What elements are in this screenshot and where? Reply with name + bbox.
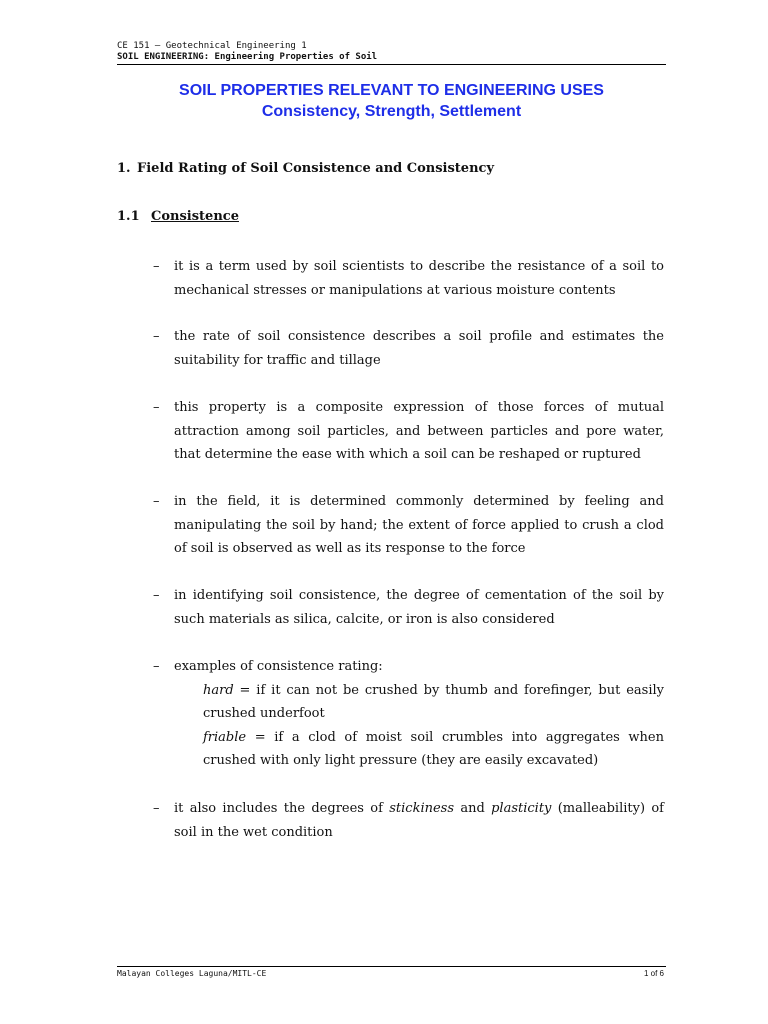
main-title: SOIL PROPERTIES RELEVANT TO ENGINEERING USES <box>179 82 604 99</box>
bullet-dash: – <box>153 801 160 816</box>
example-term: hard <box>203 682 234 698</box>
example-definition: = if it can not be crushed by thumb and forefinger, but easily crushed underfoot <box>203 682 664 721</box>
text-run: (malleability) of soil in the wet condition <box>174 801 664 840</box>
example-friable <box>203 726 664 773</box>
bullet-dash: – <box>153 259 160 274</box>
bullet-dash: – <box>153 588 160 603</box>
subsection-heading <box>117 209 239 224</box>
example-hard <box>203 679 664 726</box>
topic-header: SOIL ENGINEERING: Engineering Properties of Soil <box>117 52 378 62</box>
list-item <box>153 255 664 302</box>
list-item-text: this property is a composite expression of those forces of mutual attraction among soil particles, and between particles and pore water, that determine the ease with which a soil can be reshaped or ruptured <box>174 400 664 462</box>
bullet-dash: – <box>153 659 160 674</box>
section-heading <box>117 161 494 176</box>
page-number: 1 of 6 <box>643 969 664 978</box>
example-term: friable <box>203 729 247 745</box>
term-plasticity: plasticity <box>491 801 552 816</box>
list-item-text: in identifying soil consistence, the degree of cementation of the soil by such materials as silica, calcite, or iron is also considered <box>174 588 664 627</box>
page-footer <box>117 966 666 979</box>
subsection-label: Consistence <box>151 209 239 224</box>
bullet-dash: – <box>153 329 160 344</box>
term-stickiness: stickiness <box>389 801 455 816</box>
list-item-text: in the field, it is determined commonly determined by feeling and manipulating the soil by hand; the extent of force applied to crush a clod of soil is observed as well as its response to the force <box>174 494 664 556</box>
document-title <box>117 80 666 122</box>
examples-list-item <box>153 655 664 773</box>
list-item-text <box>174 797 664 844</box>
list-item-text: it is a term used by soil scientists to describe the resistance of a soil to mechanical stresses or manipulations at various moisture contents <box>174 259 664 298</box>
page-header <box>117 41 666 65</box>
list-item <box>153 396 664 467</box>
example-definition: = if a clod of moist soil crumbles into aggregates when crushed with only light pressure (they are easily excavated) <box>203 729 664 768</box>
section-number: 1. <box>117 161 131 176</box>
list-item <box>153 797 664 844</box>
subtitle: Consistency, Strength, Settlement <box>261 103 522 120</box>
bullet-dash: – <box>153 400 160 415</box>
section-label: Field Rating of Soil Consistence and Consistency <box>137 161 494 176</box>
list-item-text: the rate of soil consistence describes a soil profile and estimates the suitability for traffic and tillage <box>174 329 664 368</box>
text-run: and <box>454 801 492 816</box>
bullet-dash: – <box>153 494 160 509</box>
course-header: CE 151 – Geotechnical Engineering 1 <box>117 41 307 51</box>
list-item <box>153 584 664 631</box>
text-run: it also includes the degrees of <box>174 801 390 816</box>
list-item <box>153 490 664 561</box>
examples-intro: examples of consistence rating: <box>174 659 383 674</box>
footer-institution: Malayan Colleges Laguna/MITL-CE <box>117 969 267 978</box>
list-item <box>153 325 664 372</box>
subsection-number: 1.1 <box>117 209 140 224</box>
